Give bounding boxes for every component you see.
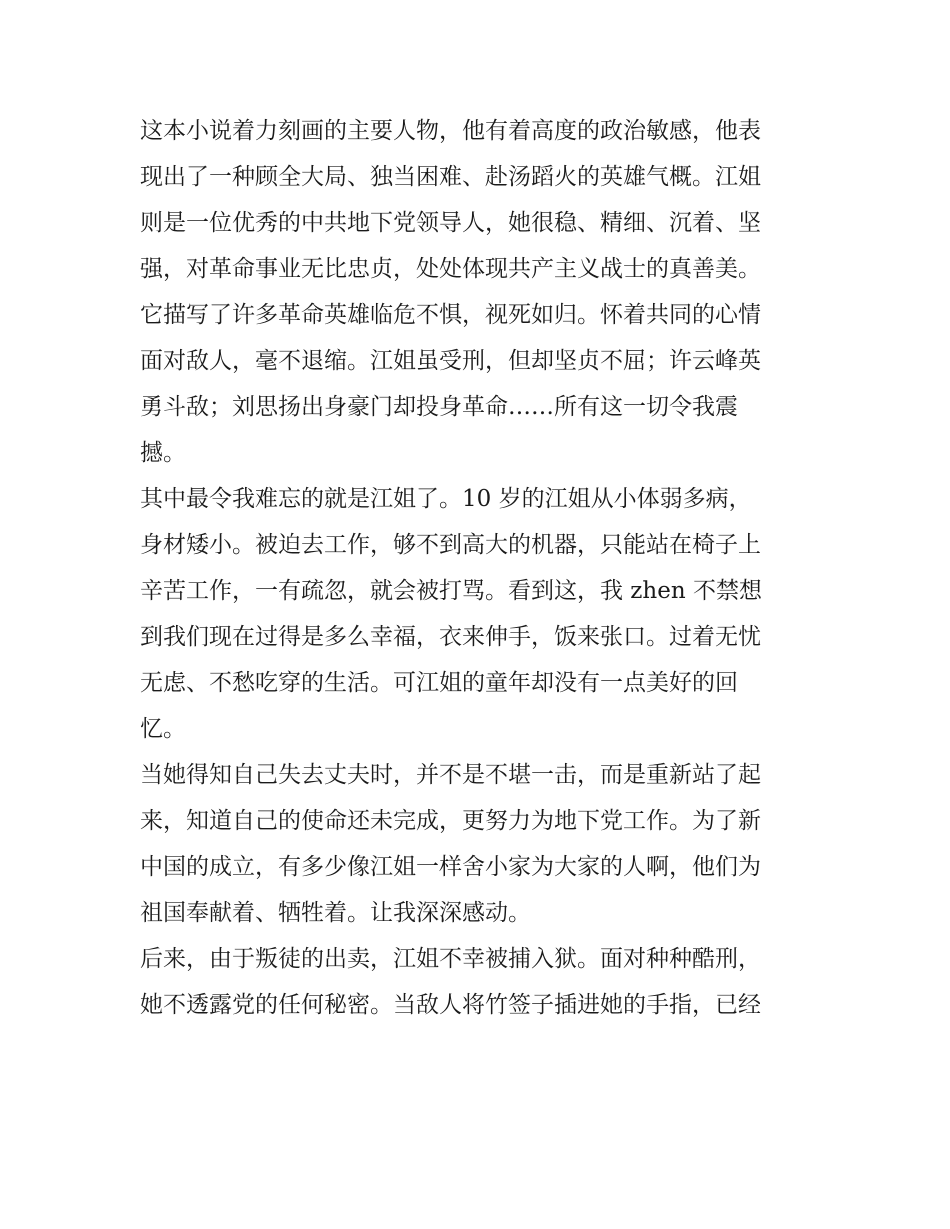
text-line: 她不透露党的任何秘密。当敌人将竹签子插进她的手指，已经 xyxy=(140,992,761,1018)
text-line: 勇斗敌；刘思扬出身豪门却投身革命……所有这一切令我震 xyxy=(140,394,738,420)
text-line: 撼。 xyxy=(140,440,186,466)
text-line: 忆。 xyxy=(140,716,186,742)
text-line: 后来，由于叛徒的出卖，江姐不幸被捕入狱。面对种种酷刑， xyxy=(140,946,761,972)
text-line: 其中最令我难忘的就是江姐了。10 岁的江姐从小体弱多病， xyxy=(140,486,752,512)
text-line: 无虑、不愁吃穿的生活。可江姐的童年却没有一点美好的回 xyxy=(140,670,738,696)
text-line: 到我们现在过得是多么幸福，衣来伸手，饭来张口。过着无忧 xyxy=(140,624,761,650)
text-line: 面对敌人，毫不退缩。江姐虽受刑，但却坚贞不屈；许云峰英 xyxy=(140,348,761,374)
text-line: 强，对革命事业无比忠贞，处处体现共产主义战士的真善美。 xyxy=(140,256,761,282)
text-line: 辛苦工作，一有疏忽，就会被打骂。看到这，我 zhen 不禁想 xyxy=(140,578,762,604)
text-line: 它描写了许多革命英雄临危不惧，视死如归。怀着共同的心情 xyxy=(140,302,761,328)
text-line: 身材矮小。被迫去工作，够不到高大的机器，只能站在椅子上 xyxy=(140,532,761,558)
text-line: 祖国奉献着、牺牲着。让我深深感动。 xyxy=(140,900,531,926)
text-line: 则是一位优秀的中共地下党领导人，她很稳、精细、沉着、坚 xyxy=(140,210,761,236)
text-line: 当她得知自己失去丈夫时，并不是不堪一击，而是重新站了起 xyxy=(140,762,761,788)
text-line: 这本小说着力刻画的主要人物，他有着高度的政治敏感，他表 xyxy=(140,118,761,144)
body-text xyxy=(140,108,820,1028)
text-line: 中国的成立，有多少像江姐一样舍小家为大家的人啊，他们为 xyxy=(140,854,761,880)
text-line: 来，知道自己的使命还未完成，更努力为地下党工作。为了新 xyxy=(140,808,761,834)
text-line: 现出了一种顾全大局、独当困难、赴汤蹈火的英雄气概。江姐 xyxy=(140,164,761,190)
